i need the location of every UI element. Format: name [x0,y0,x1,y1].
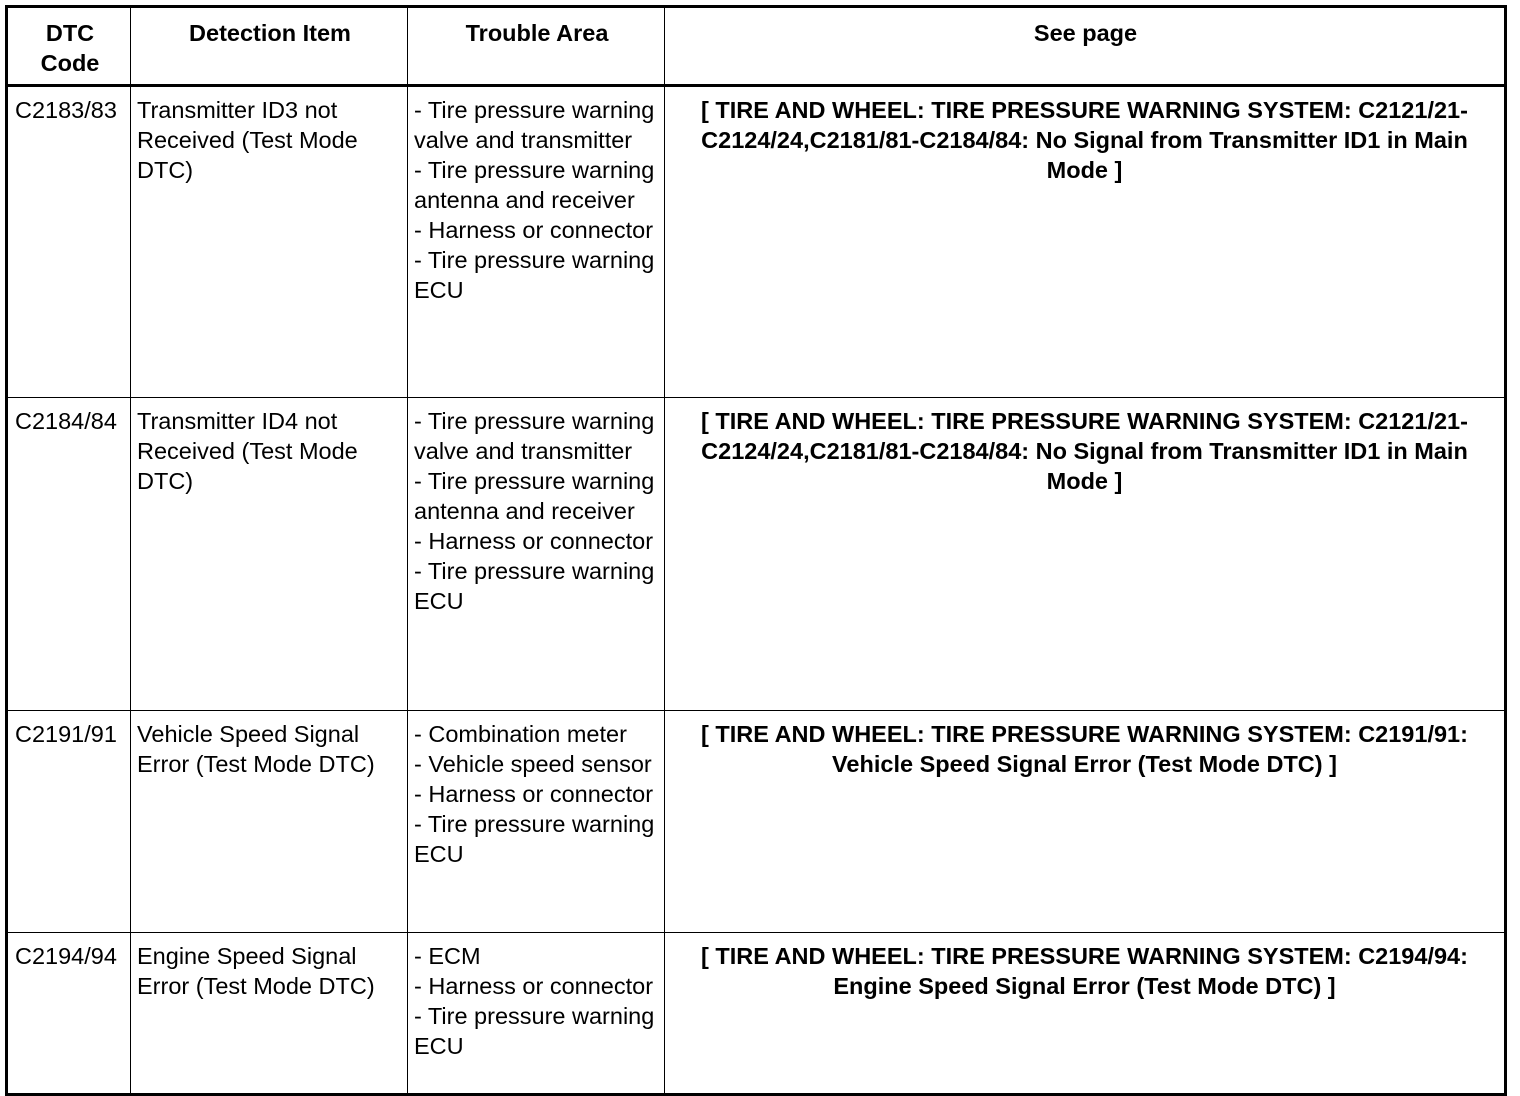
see-page-link[interactable]: [ TIRE AND WHEEL: TIRE PRESSURE WARNING SYSTEM: C2194/94: Engine Speed Signal Error (Test Mode DTC) ] [665,933,1506,1095]
table-row [7,711,1506,933]
see-page-link[interactable]: [ TIRE AND WHEEL: TIRE PRESSURE WARNING SYSTEM: C2121/21-C2124/24,C2181/81-C2184/84: No Signal from Transmitter ID1 in Main Mode ] [665,86,1506,398]
detection-item-cell: Transmitter ID4 not Received (Test Mode DTC) [131,398,408,711]
dtc-code-cell: C2191/91 [7,711,131,933]
table-row [7,933,1506,1095]
trouble-area-cell [408,933,665,1095]
trouble-area-item: - Tire pressure warning ECU [414,558,655,614]
detection-item-cell: Vehicle Speed Signal Error (Test Mode DTC) [131,711,408,933]
trouble-area-item: - Tire pressure warning ECU [414,811,655,867]
trouble-area-item: - Harness or connector [414,973,654,999]
table-row [7,86,1506,398]
detection-item-cell: Engine Speed Signal Error (Test Mode DTC) [131,933,408,1095]
table-body [7,86,1506,1095]
trouble-area-item: - Tire pressure warning antenna and receiver [414,468,655,524]
trouble-area-item: - Tire pressure warning ECU [414,1003,655,1059]
table-header [7,7,1506,86]
header-detection-item: Detection Item [131,7,408,86]
trouble-area-item: - Tire pressure warning valve and transmitter [414,97,655,153]
header-see-page: See page [665,7,1506,86]
trouble-area-item: - Tire pressure warning ECU [414,247,655,303]
dtc-code-cell: C2184/84 [7,398,131,711]
trouble-area-item: - Tire pressure warning valve and transmitter [414,408,655,464]
trouble-area-cell [408,86,665,398]
detection-item-cell: Transmitter ID3 not Received (Test Mode DTC) [131,86,408,398]
header-row [7,7,1506,86]
dtc-code-cell: C2194/94 [7,933,131,1095]
trouble-area-item: - Combination meter [414,721,627,747]
trouble-area-item: - Vehicle speed sensor [414,751,652,777]
trouble-area-item: - ECM [414,943,481,969]
trouble-area-cell [408,398,665,711]
see-page-link[interactable]: [ TIRE AND WHEEL: TIRE PRESSURE WARNING SYSTEM: C2191/91: Vehicle Speed Signal Error (Test Mode DTC) ] [665,711,1506,933]
header-trouble-area: Trouble Area [408,7,665,86]
trouble-area-item: - Harness or connector [414,217,654,243]
see-page-link[interactable]: [ TIRE AND WHEEL: TIRE PRESSURE WARNING SYSTEM: C2121/21-C2124/24,C2181/81-C2184/84: No Signal from Transmitter ID1 in Main Mode ] [665,398,1506,711]
dtc-table [5,5,1507,1096]
trouble-area-cell [408,711,665,933]
trouble-area-item: - Tire pressure warning antenna and receiver [414,157,655,213]
table-row [7,398,1506,711]
trouble-area-item: - Harness or connector [414,781,654,807]
header-dtc-code: DTC Code [7,7,131,86]
trouble-area-item: - Harness or connector [414,528,654,554]
dtc-code-cell: C2183/83 [7,86,131,398]
